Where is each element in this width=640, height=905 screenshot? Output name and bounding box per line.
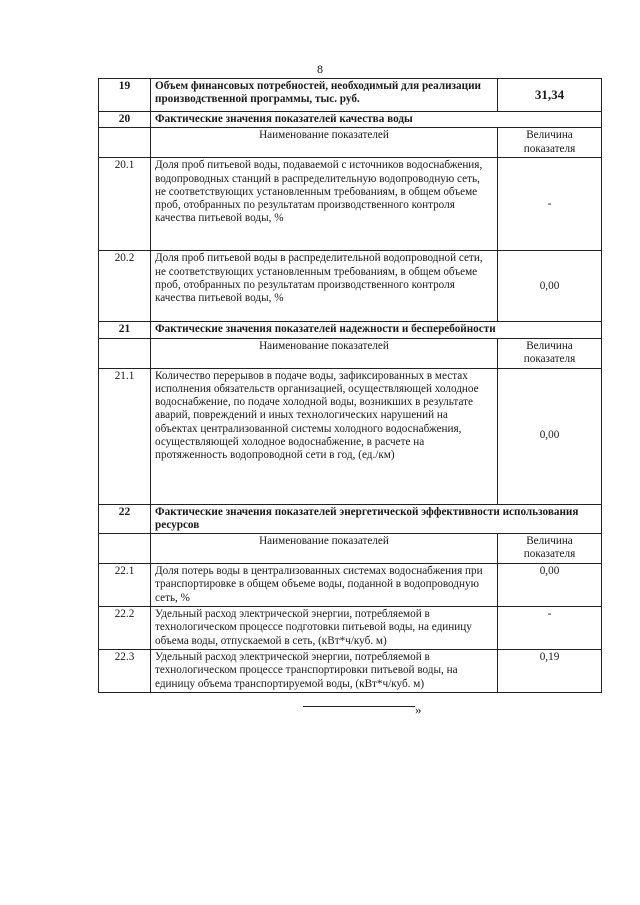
empty-cell — [99, 128, 151, 158]
row-value: 0,00 — [498, 564, 602, 607]
table-row — [99, 79, 602, 112]
row-text: Удельный расход электрической энергии, потребляемой в технологическом процессе подготовки питьевой воды, на единицу объема воды, отпускаемой в сеть, (кВт*ч/куб. м) — [151, 607, 498, 650]
section-row — [99, 112, 602, 128]
row-value: 31,34 — [498, 79, 602, 112]
indicators-table — [98, 78, 602, 693]
header-value: Величина показателя — [498, 128, 602, 158]
row-value: - — [498, 607, 602, 650]
section-title: Фактические значения показателей надежности и бесперебойности — [151, 322, 602, 338]
section-row — [99, 504, 602, 534]
row-text: Объем финансовых потребностей, необходимый для реализации производственной программы, тыс. руб. — [151, 79, 498, 112]
row-value: 0,00 — [498, 251, 602, 322]
row-text: Количество перерывов в подаче воды, зафиксированных в местах исполнения обязательств организацией, осуществляющей холодное водоснабжение, по подаче холодной воды, возникших в результате аварий, повреждений и иных технологических нарушений на объектах централизованной системы холодного водоснабжения, осуществляющей холодное водоснабжение, в расчете на протяженность водопроводной сети в год, (ед./км) — [151, 368, 498, 504]
header-value: Величина показателя — [498, 338, 602, 368]
row-number: 22.1 — [99, 564, 151, 607]
row-value: 0,19 — [498, 649, 602, 692]
header-value: Величина показателя — [498, 534, 602, 564]
table-row — [99, 649, 602, 692]
row-number: 22.2 — [99, 607, 151, 650]
table-row — [99, 251, 602, 322]
row-text: Доля проб питьевой воды в распределительной водопроводной сети, не соответствующих установленным требованиям, в общем объеме проб, отобранных по результатам производственного контроля качества питьевой воды, % — [151, 251, 498, 322]
header-row — [99, 534, 602, 564]
section-number: 22 — [99, 504, 151, 534]
row-number: 19 — [99, 79, 151, 112]
row-text: Доля проб питьевой воды, подаваемой с источников водоснабжения, водопроводных станций в распределительную водопроводную сеть, не соответствующих установленным требованиям, в общем объеме проб, отобранных по результатам производственного контроля качества питьевой воды, % — [151, 158, 498, 251]
header-name: Наименование показателей — [151, 128, 498, 158]
row-number: 20.1 — [99, 158, 151, 251]
table-row — [99, 368, 602, 504]
header-name: Наименование показателей — [151, 338, 498, 368]
section-title: Фактические значения показателей энергетической эффективности использования ресурсов — [151, 504, 602, 534]
row-text: Удельный расход электрической энергии, потребляемой в технологическом процессе транспортировки питьевой воды, на единицу объема транспортируемой воды, (кВт*ч/куб. м) — [151, 649, 498, 692]
header-row — [99, 338, 602, 368]
row-number: 21.1 — [99, 368, 151, 504]
row-value: 0,00 — [498, 368, 602, 504]
row-value: - — [498, 158, 602, 251]
closing-quote: » — [415, 702, 422, 717]
section-number: 21 — [99, 322, 151, 338]
row-text: Доля потерь воды в централизованных системах водоснабжения при транспортировке в общем объеме воды, поданной в водопроводную сеть, % — [151, 564, 498, 607]
end-line — [303, 706, 415, 707]
section-number: 20 — [99, 112, 151, 128]
section-row — [99, 322, 602, 338]
table-row — [99, 158, 602, 251]
page-number: 8 — [317, 62, 323, 76]
table-row — [99, 564, 602, 607]
header-row — [99, 128, 602, 158]
row-number: 20.2 — [99, 251, 151, 322]
section-title: Фактические значения показателей качества воды — [151, 112, 602, 128]
empty-cell — [99, 338, 151, 368]
table-row — [99, 607, 602, 650]
row-number: 22.3 — [99, 649, 151, 692]
empty-cell — [99, 534, 151, 564]
header-name: Наименование показателей — [151, 534, 498, 564]
